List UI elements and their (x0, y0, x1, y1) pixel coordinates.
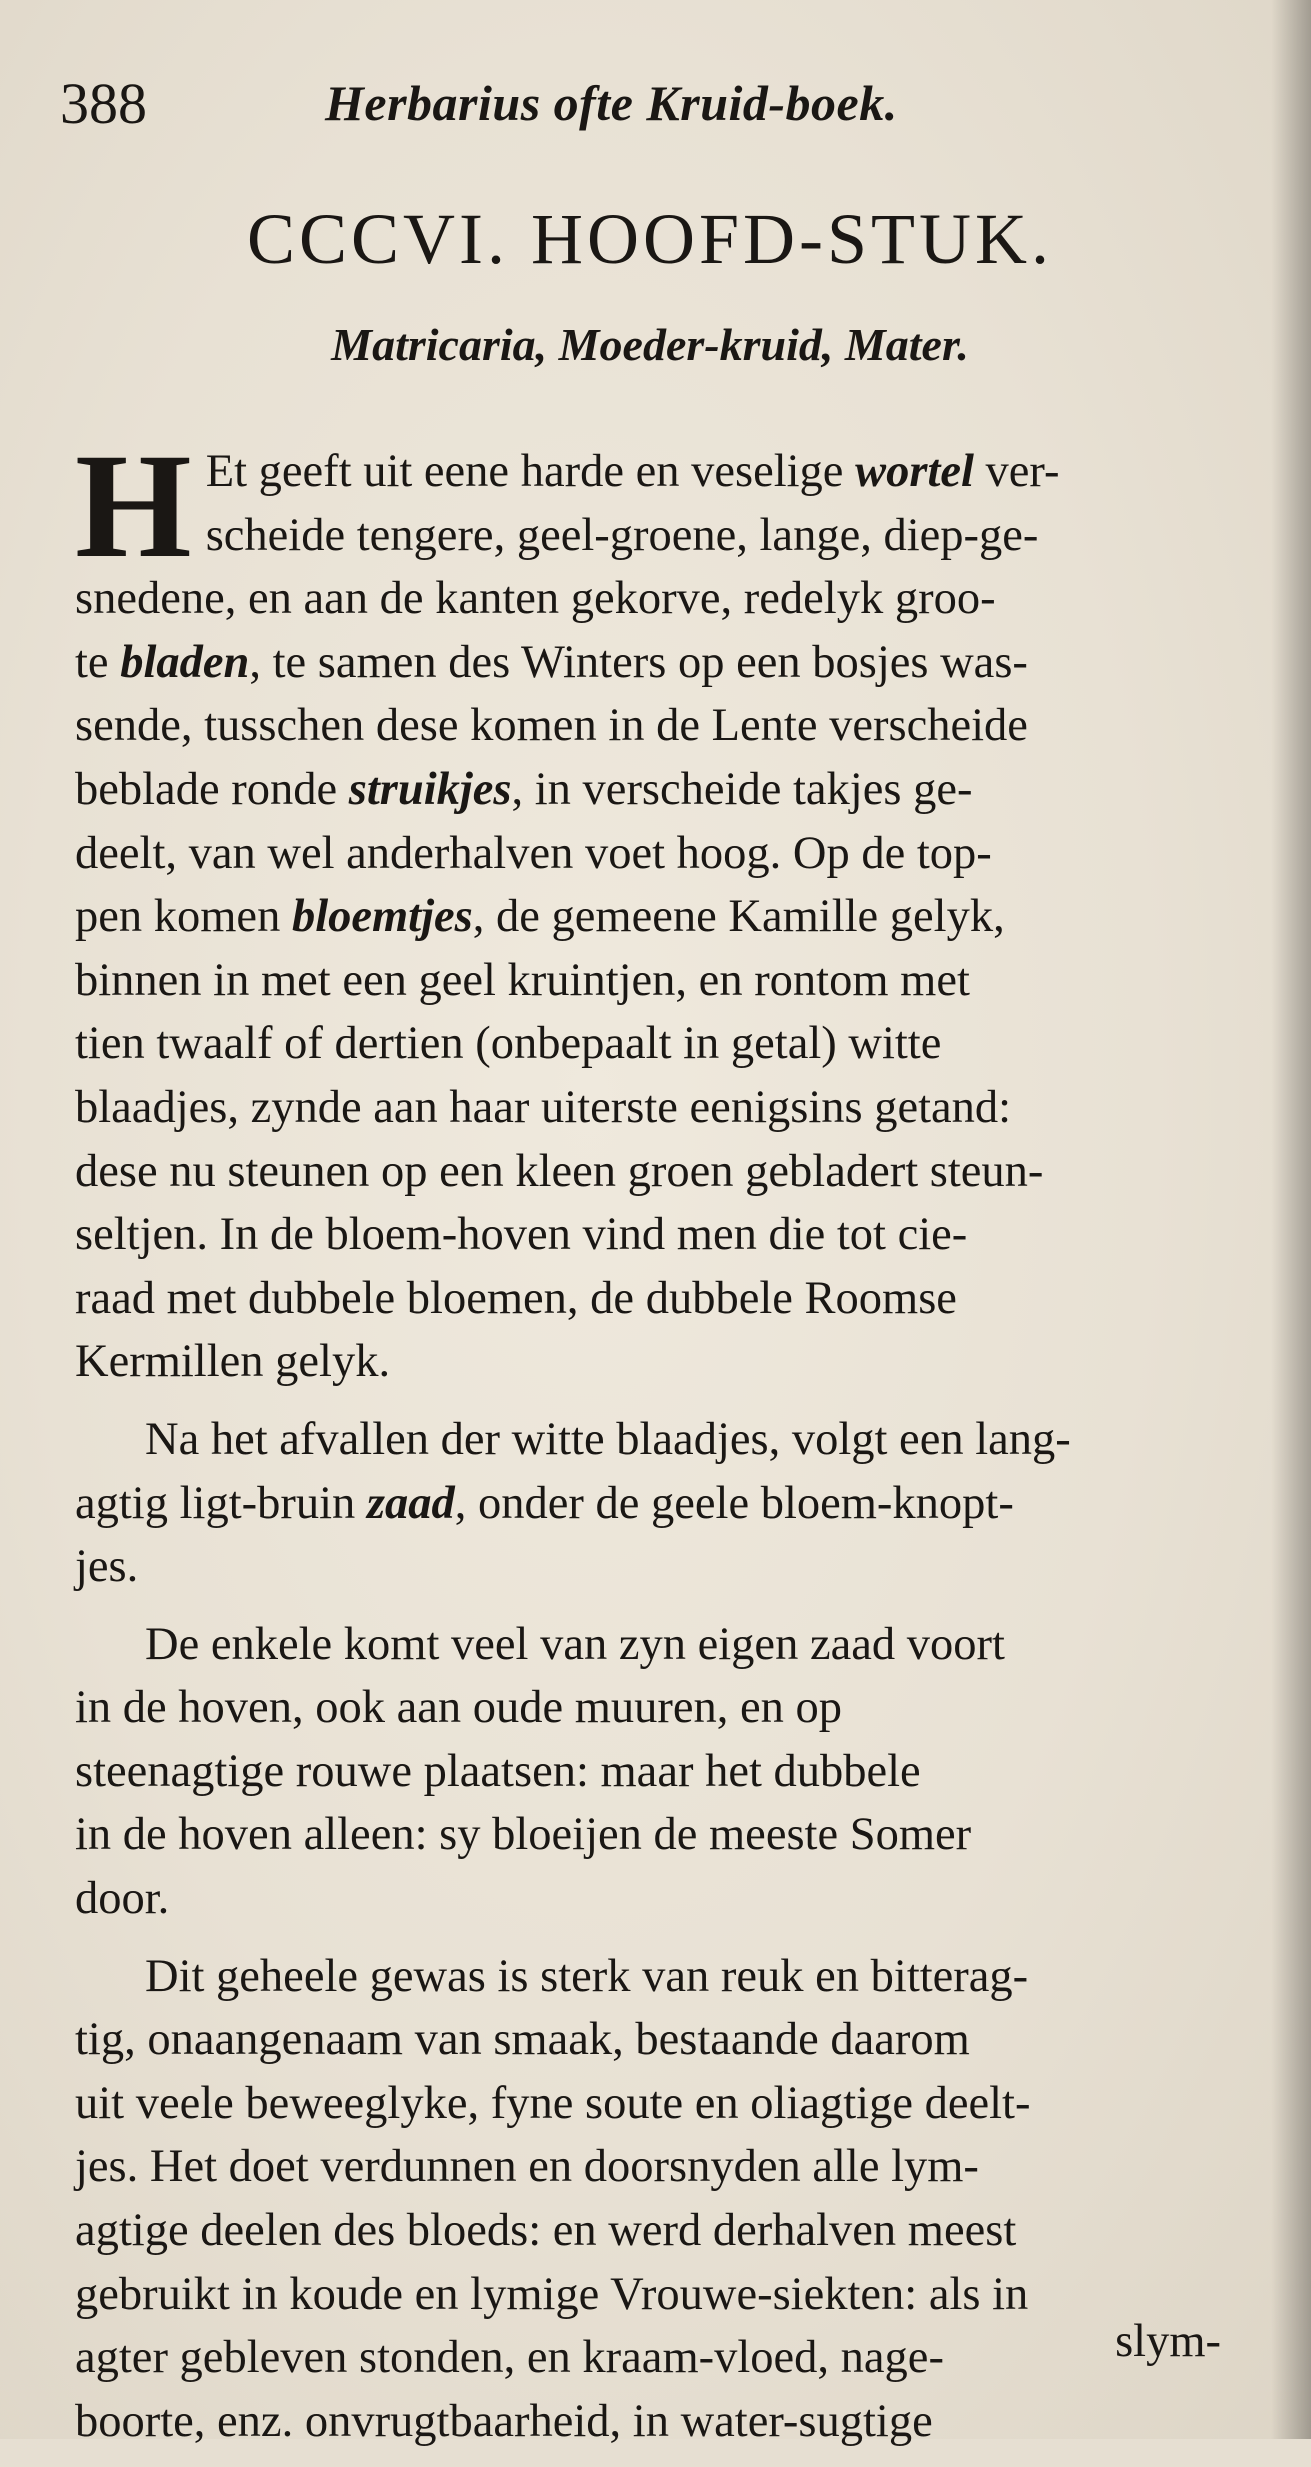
italic-term: bloemtjes (291, 891, 473, 943)
text-line: te bladen, te samen des Winters op een bosjes was- (75, 636, 1028, 688)
page-header (60, 70, 1240, 150)
text-line: door. (75, 1873, 170, 1925)
text-line: pen komen bloemtjes, de gemeene Kamille gelyk, (75, 891, 1005, 943)
text-line: binnen in met een geel kruintjen, en rontom met (75, 954, 970, 1006)
paragraph (75, 1945, 1245, 2454)
body-text (75, 423, 1245, 2467)
catchword: slym- (1115, 2316, 1221, 2367)
chapter-title: CCCVI. HOOFD-STUK. (246, 199, 1054, 279)
chapter-subtitle: Matricaria, Moeder-kruid, Mater. (331, 319, 969, 370)
text-line: dese nu steunen op een kleen groen gebladert steun- (75, 1145, 1044, 1197)
italic-term: bladen (120, 636, 250, 688)
text-line: tig, onaangenaam van smaak, bestaande daarom (75, 2014, 970, 2066)
text-line: raad met dubbele bloemen, de dubbele Roomse (75, 1272, 957, 1324)
text-line: in de hoven, ook aan oude muuren, en op (75, 1682, 843, 1734)
text-line: agter gebleven stonden, en kraam-vloed, nage- (75, 2332, 944, 2384)
text-line: seltjen. In de bloem-hoven vind men die tot cie- (75, 1209, 968, 1261)
text-line: Et geeft uit eene harde en veselige wortel ver- (205, 446, 1060, 497)
running-head: Herbarius ofte Kruid-boek. (325, 75, 898, 131)
drop-cap: H (75, 423, 192, 589)
text-line: Dit geheele gewas is sterk van reuk en bitterag- (145, 1950, 1029, 2002)
text-line: Kermillen gelyk. (75, 1336, 391, 1388)
paragraph (75, 1613, 1245, 1931)
text-line: uit veele beweeglyke, fyne soute en oliagtige deelt- (75, 2077, 1031, 2129)
text-line: sende, tusschen dese komen in de Lente verscheide (75, 700, 1028, 752)
paragraph (75, 1408, 1245, 1599)
text-line: gebruikt in koude en lymige Vrouwe-siekten: als in (75, 2268, 1029, 2320)
text-line: boorte, enz. onvrugtbaarheid, in water-sugtige (75, 2395, 933, 2447)
italic-term: wortel (855, 446, 974, 497)
text-line: jes. (75, 1541, 139, 1593)
text-line: agtige deelen des bloeds: en werd derhalven meest (75, 2205, 1017, 2257)
text-line: tien twaalf of dertien (onbepaalt in getal) witte (75, 1018, 942, 1070)
text-line: jes. Het doet verdunnen en doorsnyden alle lym- (75, 2141, 979, 2193)
text-line: steenagtige rouwe plaatsen: maar het dubbele (75, 1745, 921, 1797)
italic-term: zaad (366, 1477, 455, 1529)
text-line: beblade ronde struikjes, in verscheide takjes ge- (75, 763, 973, 815)
text-line: snedene, en aan de kanten gekorve, redelyk groo- (75, 573, 996, 625)
text-line: Na het afvallen der witte blaadjes, volgt een lang- (145, 1413, 1071, 1465)
italic-term: struikjes (348, 763, 512, 815)
text-line: in de hoven alleen: sy bloeijen de meeste Somer (75, 1809, 972, 1861)
text-line: agtig ligt-bruin zaad, onder de geele bloem-knopt- (75, 1477, 1014, 1529)
text-line: deelt, van wel anderhalven voet hoog. Op de top- (75, 827, 992, 879)
paragraph (75, 423, 1245, 1394)
text-line: blaadjes, zynde aan haar uiterste eenigsins getand: (75, 1081, 1012, 1133)
page-edge-shadow (1271, 0, 1311, 2439)
text-line: scheide tengere, geel-groene, lange, diep-ge- (205, 509, 1039, 561)
text-line: De enkele komt veel van zyn eigen zaad voort (145, 1618, 1005, 1670)
page-number: 388 (60, 71, 147, 136)
